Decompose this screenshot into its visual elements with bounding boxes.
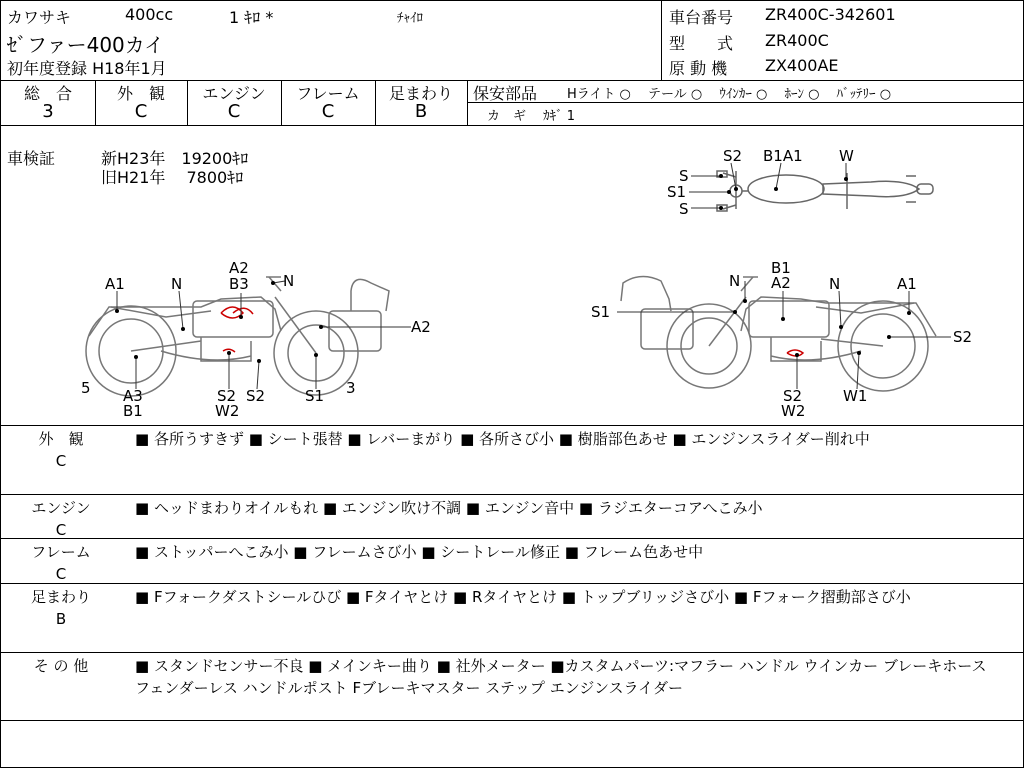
svg-text:S2: S2 <box>217 387 237 405</box>
grade-suspension <box>375 81 467 125</box>
maker: カワサキ <box>7 8 72 27</box>
grade-frame <box>281 81 375 125</box>
remarks-engine-label <box>1 497 121 541</box>
remarks-label-1: 外 観 <box>38 430 84 448</box>
remarks-frame-label <box>1 541 121 585</box>
top-view-bike <box>717 171 933 211</box>
svg-text:N: N <box>283 272 295 290</box>
remarks-label-1: 足まわり <box>30 588 91 606</box>
remarks-exterior-label <box>1 428 121 472</box>
svg-text:B3: B3 <box>229 275 249 293</box>
grade-value: C <box>134 101 148 122</box>
left-view-bike <box>86 277 389 396</box>
grade-sep <box>467 80 468 125</box>
left-damage-marks <box>221 307 253 352</box>
grade-label: 足まわり <box>388 84 453 103</box>
grade-value: C <box>321 101 335 122</box>
first-registration: 初年度登録 H18年1月 <box>7 59 167 78</box>
inspection-label: 車検証 <box>7 149 56 168</box>
grade-overall <box>1 81 95 125</box>
km-mark: 1 ｷﾛ * <box>229 8 274 27</box>
remarks-label-1: フレーム <box>31 543 91 561</box>
model-name: ｾﾞファー400カイ <box>7 33 165 57</box>
remarks-label-2: C <box>55 521 67 539</box>
displacement: 400cc <box>125 5 174 24</box>
svg-text:S2: S2 <box>723 147 743 165</box>
grade-value: B <box>414 101 428 122</box>
right-view-bike <box>621 276 936 391</box>
remarks-label-1: エンジン <box>31 499 91 517</box>
grade-engine <box>187 81 281 125</box>
inspection-new: 新H23年 19200ｷﾛ <box>101 149 249 168</box>
svg-text:W1: W1 <box>843 387 868 405</box>
safety-title: 保安部品 <box>473 84 538 103</box>
remarks-top-line <box>1 425 1023 426</box>
grade-label: エンジン <box>202 84 266 103</box>
right-damage-marks <box>787 350 803 356</box>
engine-label: 原 動 機 <box>669 59 728 78</box>
svg-text:5: 5 <box>81 379 91 397</box>
engine-value: ZX400AE <box>765 56 839 75</box>
svg-text:A2: A2 <box>229 259 249 277</box>
remarks-suspension-text: ■ Fフォークダストシールひび ■ Fタイヤとけ ■ Rタイヤとけ ■ トップブリッジさび小 ■ Fフォーク摺動部さび小 <box>135 588 911 606</box>
svg-text:N: N <box>829 275 841 293</box>
svg-text:3: 3 <box>346 379 356 397</box>
svg-text:B1: B1 <box>123 402 143 420</box>
svg-text:S: S <box>679 200 689 218</box>
remarks-frame-text: ■ ストッパーへこみ小 ■ フレームさび小 ■ シートレール修正 ■ フレーム色あせ中 <box>135 543 704 561</box>
remarks-line <box>1 494 1023 495</box>
svg-text:S2: S2 <box>246 387 266 405</box>
remarks-line <box>1 652 1023 653</box>
remarks-label-2: C <box>55 452 67 470</box>
grade-value: C <box>227 101 241 122</box>
svg-text:S2: S2 <box>953 328 973 346</box>
remarks-label-1: そ の 他 <box>33 657 89 675</box>
header-divider <box>661 1 662 80</box>
svg-text:W2: W2 <box>215 402 240 420</box>
grade-label: 外 観 <box>116 84 165 103</box>
type-label: 型 式 <box>669 34 734 53</box>
svg-text:W: W <box>839 147 854 165</box>
grade-label: 総 合 <box>23 84 72 103</box>
svg-text:S1: S1 <box>305 387 325 405</box>
safety-key: カ ギ ｶｷﾞ 1 <box>487 109 576 124</box>
remarks-line <box>1 538 1023 539</box>
svg-text:N: N <box>171 275 183 293</box>
inspection-old: 旧H21年 7800ｷﾛ <box>101 168 244 187</box>
safety-items: Hライト ○ テール ○ ｳｲﾝｶｰ ○ ﾎｰﾝ ○ ﾊﾞｯﾃﾘｰ ○ <box>567 87 892 102</box>
chassis-value: ZR400C-342601 <box>765 5 896 24</box>
svg-text:A1: A1 <box>105 275 125 293</box>
svg-text:N: N <box>729 272 741 290</box>
remarks-other-text: ■ スタンドセンサー不良 ■ メインキー曲り ■ 社外メーター ■カスタムパーツ:マフラー ハンドル ウインカー ブレーキホース フェンダーレス ハンドルポスト Fブレーキマスター ステップ エンジンスライダー <box>135 657 987 697</box>
svg-text:W2: W2 <box>781 402 806 420</box>
svg-text:B1: B1 <box>771 259 791 277</box>
remarks-engine-text: ■ ヘッドまわりオイルもれ ■ エンジン吹け不調 ■ エンジン音中 ■ ラジエターコアへこみ小 <box>135 499 763 517</box>
color: ﾁｬｲﾛ <box>397 11 423 26</box>
svg-text:A2: A2 <box>771 274 791 292</box>
svg-text:A1: A1 <box>897 275 917 293</box>
svg-text:S2: S2 <box>783 387 803 405</box>
remarks-label-2: B <box>55 610 67 628</box>
remarks-line <box>1 720 1023 721</box>
svg-text:A3: A3 <box>123 387 143 405</box>
top-dots <box>719 174 848 210</box>
svg-text:S1: S1 <box>667 183 687 201</box>
svg-text:S: S <box>679 167 689 185</box>
grade-exterior <box>95 81 187 125</box>
remarks-exterior-text: ■ 各所うすきず ■ シート張替 ■ レバーまがり ■ 各所さび小 ■ 樹脂部色あせ ■ エンジンスライダー削れ中 <box>135 430 870 448</box>
remarks-suspension-label <box>1 586 121 630</box>
safety-mid-line <box>467 102 1023 103</box>
left-leaders <box>117 281 411 389</box>
type-value: ZR400C <box>765 31 829 50</box>
remarks-other-label <box>1 655 121 677</box>
chassis-label: 車台番号 <box>669 8 734 27</box>
svg-text:S1: S1 <box>591 303 611 321</box>
remarks-label-2: C <box>55 565 67 583</box>
remarks-line <box>1 583 1023 584</box>
grade-label: フレーム <box>296 84 360 103</box>
svg-text:B1A1: B1A1 <box>763 147 803 165</box>
grade-value: 3 <box>42 101 54 122</box>
damage-diagram <box>1 126 1023 424</box>
svg-text:A2: A2 <box>411 318 431 336</box>
